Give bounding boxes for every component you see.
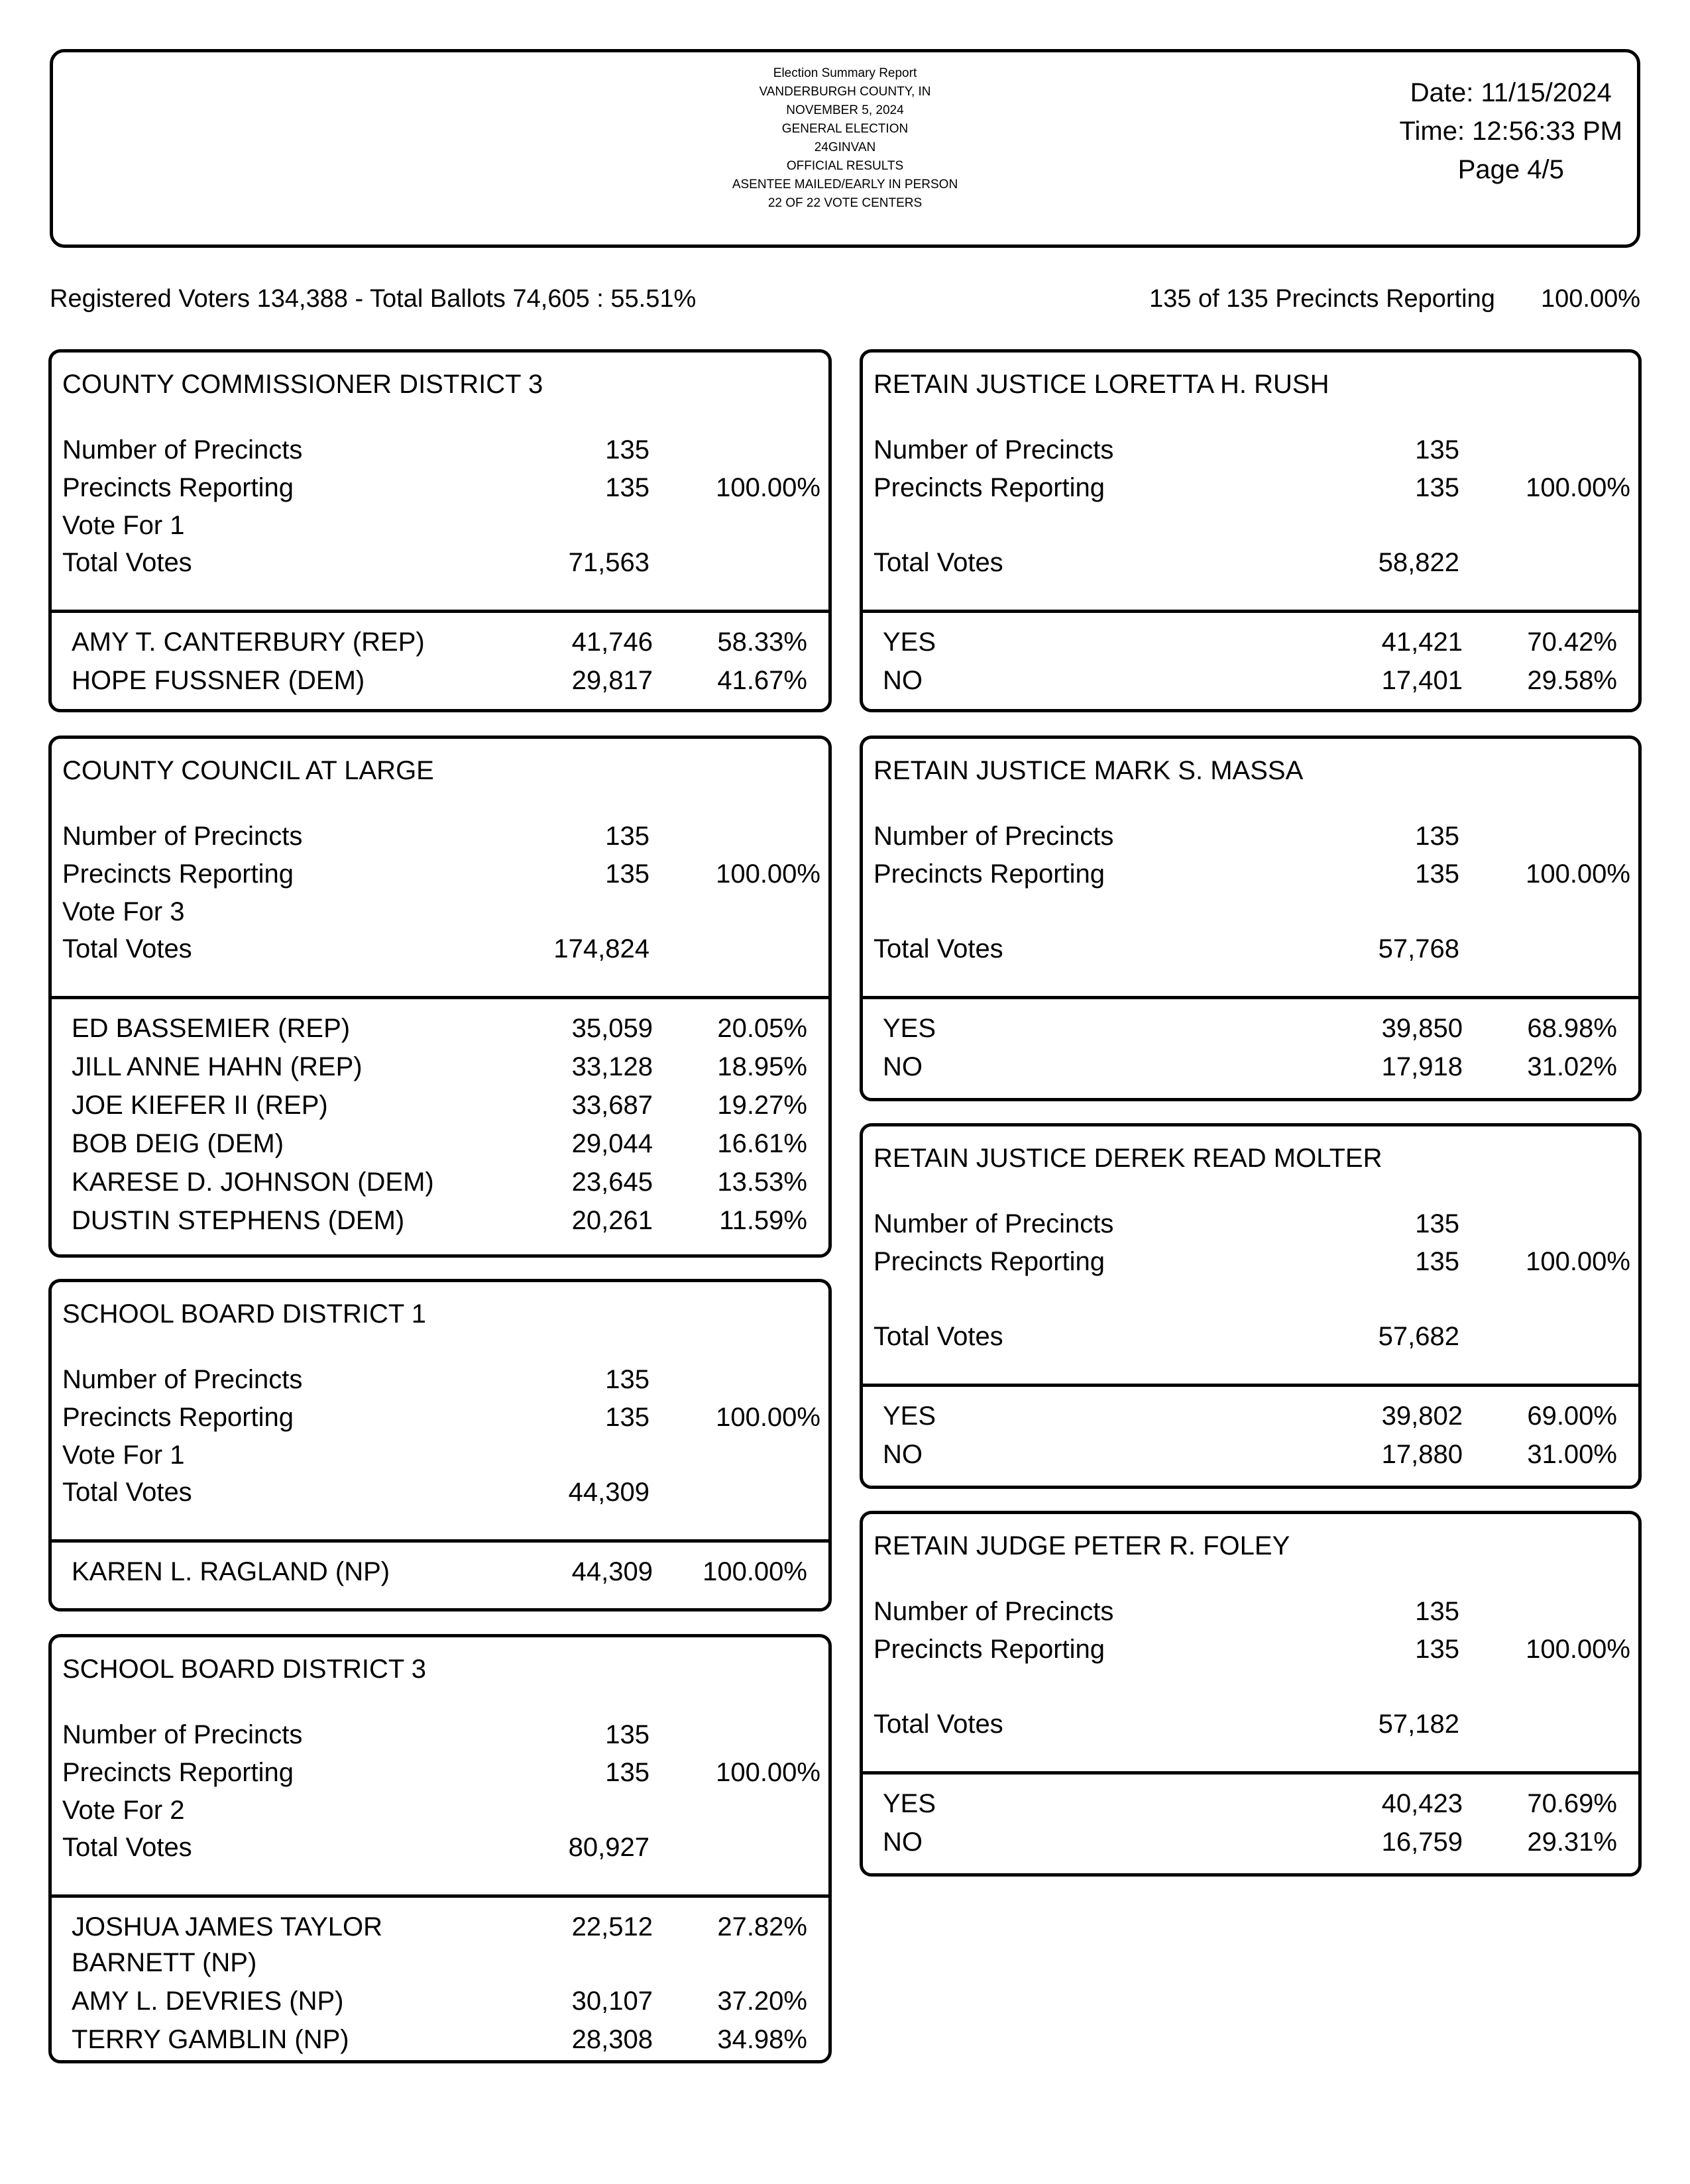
total-votes-row — [62, 1478, 828, 1511]
candidate-votes: 35,059 — [571, 1014, 653, 1043]
candidate-votes: 17,918 — [1381, 1052, 1463, 1081]
candidate-row — [72, 663, 828, 698]
number-of-precincts-row — [62, 1365, 828, 1398]
candidate-row — [72, 1203, 828, 1238]
precincts-reporting-value: 135 — [1415, 1635, 1459, 1664]
candidate-votes: 16,759 — [1381, 1828, 1463, 1857]
number-of-precincts-row — [62, 435, 828, 468]
candidate-pct: 70.69% — [1527, 1789, 1617, 1818]
candidate-pct: 68.98% — [1527, 1014, 1617, 1043]
candidate-name: AMY T. CANTERBURY (REP) — [72, 628, 425, 657]
candidate-name: NO — [883, 1828, 923, 1857]
number-of-precincts-label: Number of Precincts — [62, 1720, 303, 1749]
candidate-votes: 41,421 — [1381, 628, 1463, 657]
candidate-pct: 16.61% — [717, 1129, 807, 1158]
candidate-name: AMY L. DEVRIES (NP) — [72, 1987, 344, 2016]
candidate-pct: 69.00% — [1527, 1401, 1617, 1431]
race-title: COUNTY COMMISSIONER DISTRICT 3 — [62, 370, 543, 399]
candidate-name: KAREN L. RAGLAND (NP) — [72, 1557, 390, 1586]
candidate-name: JOSHUA JAMES TAYLOR BARNETT (NP) — [72, 1912, 383, 1977]
number-of-precincts-label: Number of Precincts — [873, 435, 1114, 464]
candidate-row — [72, 1164, 828, 1200]
report-meta — [1400, 74, 1622, 189]
race-title: SCHOOL BOARD DISTRICT 3 — [62, 1655, 426, 1684]
candidate-row — [72, 1554, 828, 1590]
candidate-name: KARESE D. JOHNSON (DEM) — [72, 1168, 434, 1197]
vote-for-label: Vote For 1 — [62, 1441, 185, 1470]
race-title: SCHOOL BOARD DISTRICT 1 — [62, 1299, 426, 1329]
precincts-reporting-pct: 100.00% — [1526, 859, 1630, 889]
race-title: RETAIN JUSTICE LORETTA H. RUSH — [873, 370, 1329, 399]
vote-for-label: Vote For 1 — [62, 511, 185, 540]
precincts-reporting-row — [873, 859, 1638, 893]
ballot-category: ASENTEE MAILED/EARLY IN PERSON — [732, 178, 958, 191]
candidate-pct: 58.33% — [717, 628, 807, 657]
candidate-pct: 11.59% — [719, 1206, 807, 1235]
election-date: NOVEMBER 5, 2024 — [786, 103, 904, 117]
candidate-votes: 44,309 — [571, 1557, 653, 1586]
candidate-votes: 39,850 — [1381, 1014, 1463, 1043]
number-of-precincts-row — [873, 435, 1638, 468]
number-of-precincts-value: 135 — [605, 1720, 649, 1749]
precincts-reporting-label: Precincts Reporting — [873, 1635, 1105, 1664]
candidate-pct: 29.31% — [1527, 1828, 1617, 1857]
candidate-pct: 70.42% — [1527, 628, 1617, 657]
number-of-precincts-row — [873, 1209, 1638, 1242]
race-box-retain-justice-derek-read-molter — [860, 1123, 1642, 1489]
total-votes-value: 80,927 — [568, 1833, 649, 1862]
total-votes-row — [873, 934, 1638, 967]
report-time: Time: 12:56:33 PM — [1399, 117, 1622, 146]
total-votes-value: 58,822 — [1378, 548, 1459, 577]
number-of-precincts-label: Number of Precincts — [62, 435, 303, 464]
election-type: GENERAL ELECTION — [781, 122, 909, 136]
total-votes-row — [873, 548, 1638, 581]
precincts-reporting-value: 135 — [1415, 1247, 1459, 1276]
number-of-precincts-row — [62, 822, 828, 855]
precincts-reporting-label: Precincts Reporting — [62, 1403, 294, 1432]
candidate-pct: 41.67% — [717, 666, 807, 695]
vote-for-row — [62, 511, 828, 544]
candidate-row — [883, 1437, 1638, 1472]
report-title: Election Summary Report — [773, 66, 917, 80]
precincts-reporting-row — [873, 1247, 1638, 1280]
race-box-retain-judge-peter-r-foley — [860, 1511, 1642, 1877]
total-votes-row — [62, 548, 828, 581]
precincts-reporting-row — [62, 1403, 828, 1436]
candidate-votes: 39,802 — [1381, 1401, 1463, 1431]
candidate-pct: 20.05% — [717, 1014, 807, 1043]
candidate-votes: 22,512 — [571, 1912, 653, 1941]
precincts-reporting-label: Precincts Reporting — [62, 859, 294, 889]
number-of-precincts-value: 135 — [1415, 435, 1459, 464]
total-votes-value: 174,824 — [553, 934, 649, 963]
total-votes-label: Total Votes — [62, 1833, 192, 1862]
precincts-reporting-value: 135 — [605, 859, 649, 889]
number-of-precincts-value: 135 — [1415, 822, 1459, 851]
precincts-reporting-row — [62, 473, 828, 506]
results-divider — [863, 610, 1638, 613]
total-votes-row — [62, 934, 828, 967]
candidate-name: YES — [883, 1401, 936, 1431]
precincts-reporting-label: Precincts Reporting — [873, 1247, 1105, 1276]
candidate-row — [883, 624, 1638, 660]
precincts-reporting-label: Precincts Reporting — [873, 859, 1105, 889]
number-of-precincts-value: 135 — [605, 1365, 649, 1394]
number-of-precincts-label: Number of Precincts — [873, 1597, 1114, 1626]
number-of-precincts-value: 135 — [1415, 1597, 1459, 1626]
number-of-precincts-row — [873, 822, 1638, 855]
precincts-reporting-text: 135 of 135 Precincts Reporting — [1149, 285, 1495, 313]
vote-for-label: Vote For 2 — [62, 1796, 185, 1825]
candidate-pct: 31.00% — [1527, 1440, 1617, 1469]
candidate-name: YES — [883, 1789, 936, 1818]
total-votes-row — [873, 1710, 1638, 1743]
race-box-school-board-district-3 — [48, 1634, 832, 2063]
vote-for-row — [62, 1796, 828, 1829]
vote-for-row — [62, 897, 828, 930]
race-title: RETAIN JUDGE PETER R. FOLEY — [873, 1531, 1290, 1560]
report-date: Date: 11/15/2024 — [1410, 78, 1612, 107]
number-of-precincts-value: 135 — [1415, 1209, 1459, 1238]
candidate-pct: 34.98% — [717, 2025, 807, 2054]
candidate-name: YES — [883, 1014, 936, 1043]
precincts-reporting-value: 135 — [605, 1758, 649, 1787]
candidate-votes: 17,401 — [1381, 666, 1463, 695]
candidate-name: ED BASSEMIER (REP) — [72, 1014, 351, 1043]
candidate-row — [883, 1786, 1638, 1822]
results-status: OFFICIAL RESULTS — [786, 159, 904, 173]
candidate-name: DUSTIN STEPHENS (DEM) — [72, 1206, 405, 1235]
number-of-precincts-label: Number of Precincts — [62, 822, 303, 851]
precincts-reporting-row — [62, 859, 828, 893]
candidate-votes: 41,746 — [571, 628, 653, 657]
candidate-row — [72, 2022, 828, 2057]
precincts-reporting-value: 135 — [1415, 859, 1459, 889]
number-of-precincts-row — [873, 1597, 1638, 1630]
race-title: RETAIN JUSTICE DEREK READ MOLTER — [873, 1144, 1382, 1173]
candidate-name: YES — [883, 628, 936, 657]
vote-for-row — [62, 1441, 828, 1474]
candidate-row — [883, 663, 1638, 698]
number-of-precincts-row — [62, 1720, 828, 1753]
candidate-pct: 37.20% — [717, 1987, 807, 2016]
total-votes-label: Total Votes — [873, 548, 1003, 577]
results-divider — [52, 610, 828, 613]
candidate-row — [883, 1010, 1638, 1046]
precincts-reporting-value: 135 — [605, 473, 649, 502]
candidate-row — [883, 1049, 1638, 1085]
candidate-name: BOB DEIG (DEM) — [72, 1129, 284, 1158]
total-votes-label: Total Votes — [873, 1710, 1003, 1739]
precincts-reporting-pct: 100.00% — [1526, 1635, 1630, 1664]
candidate-name: TERRY GAMBLIN (NP) — [72, 2025, 349, 2054]
total-votes-value: 57,182 — [1378, 1710, 1459, 1739]
total-votes-value: 57,682 — [1378, 1322, 1459, 1351]
precincts-reporting-pct: 100.00% — [716, 473, 820, 502]
report-header — [50, 49, 1640, 248]
race-box-retain-justice-loretta-h-rush — [860, 349, 1642, 712]
candidate-row — [883, 1824, 1638, 1860]
candidate-pct: 27.82% — [717, 1912, 807, 1941]
candidate-name: JILL ANNE HAHN (REP) — [72, 1052, 363, 1081]
total-votes-value: 44,309 — [568, 1478, 649, 1507]
candidate-pct: 29.58% — [1527, 666, 1617, 695]
race-box-county-commissioner-district-3 — [48, 349, 832, 712]
results-divider — [52, 1539, 828, 1543]
candidate-pct: 13.53% — [717, 1168, 807, 1197]
candidate-row — [72, 1010, 828, 1046]
precincts-reporting-value: 135 — [605, 1403, 649, 1432]
candidate-row — [72, 1049, 828, 1085]
precincts-reporting-label: Precincts Reporting — [62, 1758, 294, 1787]
precincts-reporting-pct: 100.00% — [1526, 473, 1630, 502]
total-votes-label: Total Votes — [873, 1322, 1003, 1351]
results-divider — [52, 1894, 828, 1898]
precincts-reporting-row — [62, 1758, 828, 1791]
race-title: COUNTY COUNCIL AT LARGE — [62, 756, 434, 785]
candidate-row — [72, 624, 828, 660]
candidate-row — [72, 1983, 828, 2019]
number-of-precincts-label: Number of Precincts — [873, 1209, 1114, 1238]
vote-centers: 22 OF 22 VOTE CENTERS — [767, 196, 923, 210]
candidate-votes: 28,308 — [571, 2025, 653, 2054]
results-divider — [863, 1771, 1638, 1774]
total-votes-label: Total Votes — [873, 934, 1003, 963]
candidate-votes: 33,128 — [571, 1052, 653, 1081]
candidate-row — [883, 1398, 1638, 1434]
candidate-pct: 100.00% — [703, 1557, 807, 1586]
precincts-reporting-summary — [1149, 285, 1640, 313]
candidate-votes: 33,687 — [571, 1091, 653, 1120]
precincts-reporting-label: Precincts Reporting — [62, 473, 294, 502]
total-votes-row — [873, 1322, 1638, 1355]
precincts-reporting-pct: 100.00% — [716, 859, 820, 889]
results-divider — [52, 996, 828, 999]
precincts-reporting-row — [873, 473, 1638, 506]
candidate-votes: 17,880 — [1381, 1440, 1463, 1469]
total-votes-value: 57,768 — [1378, 934, 1459, 963]
candidate-pct: 19.27% — [717, 1091, 807, 1120]
total-votes-label: Total Votes — [62, 548, 192, 577]
total-votes-row — [62, 1833, 828, 1866]
number-of-precincts-label: Number of Precincts — [873, 822, 1114, 851]
precincts-reporting-pct: 100.00% — [716, 1403, 820, 1432]
race-title: RETAIN JUSTICE MARK S. MASSA — [873, 756, 1304, 785]
vote-for-label: Vote For 3 — [62, 897, 185, 926]
page-number: Page 4/5 — [1457, 155, 1564, 184]
total-votes-label: Total Votes — [62, 934, 192, 963]
precincts-reporting-row — [873, 1635, 1638, 1668]
candidate-votes: 29,044 — [571, 1129, 653, 1158]
race-box-retain-justice-mark-s-massa — [860, 736, 1642, 1101]
race-box-school-board-district-1 — [48, 1279, 832, 1611]
candidate-votes: 23,645 — [571, 1168, 653, 1197]
number-of-precincts-value: 135 — [605, 822, 649, 851]
precincts-reporting-pct: 100.00% — [1526, 1247, 1630, 1276]
candidate-pct: 18.95% — [717, 1052, 807, 1081]
candidate-row — [72, 1087, 828, 1123]
election-code: 24GINVAN — [814, 140, 876, 154]
candidate-votes: 29,817 — [571, 666, 653, 695]
candidate-votes: 30,107 — [571, 1987, 653, 2016]
precincts-reporting-label: Precincts Reporting — [873, 473, 1105, 502]
precincts-reporting-pct: 100.00% — [716, 1758, 820, 1787]
number-of-precincts-value: 135 — [605, 435, 649, 464]
total-votes-value: 71,563 — [568, 548, 649, 577]
registered-voters-summary: Registered Voters 134,388 - Total Ballots 74,605 : 55.51% — [50, 285, 697, 313]
candidate-name: HOPE FUSSNER (DEM) — [72, 666, 365, 695]
candidate-pct: 31.02% — [1527, 1052, 1617, 1081]
candidate-name: NO — [883, 1440, 923, 1469]
race-box-county-council-at-large — [48, 736, 832, 1258]
candidate-votes: 20,261 — [571, 1206, 653, 1235]
precincts-reporting-value: 135 — [1415, 473, 1459, 502]
results-divider — [863, 996, 1638, 999]
total-votes-label: Total Votes — [62, 1478, 192, 1507]
candidate-name: NO — [883, 1052, 923, 1081]
candidate-name: JOE KIEFER II (REP) — [72, 1091, 328, 1120]
number-of-precincts-label: Number of Precincts — [62, 1365, 303, 1394]
candidate-row — [72, 1909, 828, 1981]
results-divider — [863, 1384, 1638, 1387]
county-name: VANDERBURGH COUNTY, IN — [759, 85, 931, 99]
candidate-row — [72, 1126, 828, 1162]
candidate-name: NO — [883, 666, 923, 695]
candidate-votes: 40,423 — [1381, 1789, 1463, 1818]
precincts-reporting-pct: 100.00% — [1540, 285, 1640, 313]
